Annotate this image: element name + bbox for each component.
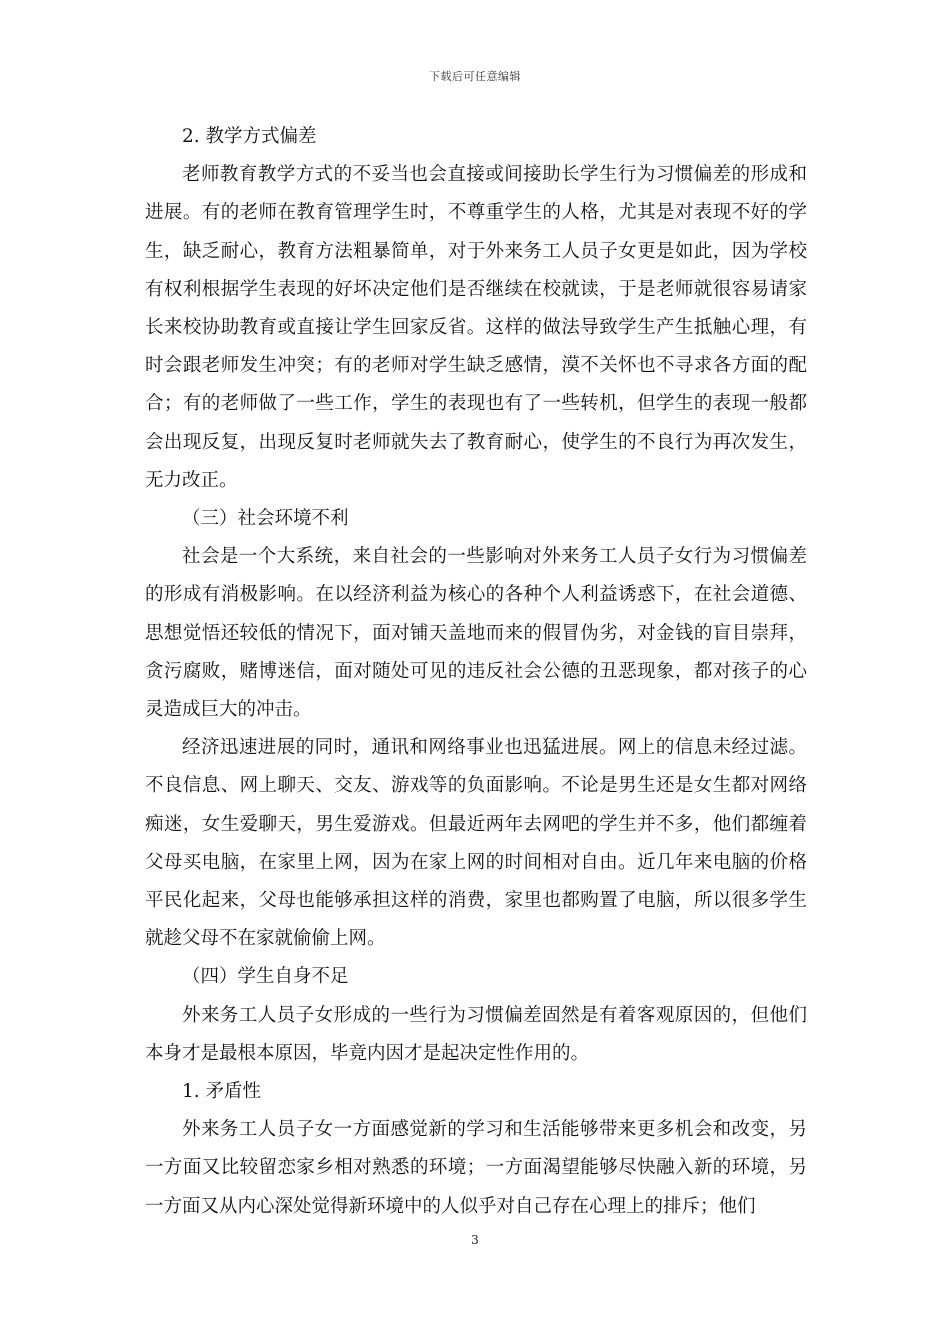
document-body xyxy=(145,118,807,1226)
page-number: 3 xyxy=(471,1233,479,1247)
page-header-note: 下载后可任意编辑 xyxy=(429,70,521,83)
paragraph-social-environment-2: 经济迅速进展的同时，通讯和网络事业也迅猛进展。网上的信息未经过滤。不良信息、网上聊天、交友、游戏等的负面影响。不论是男生还是女生都对网络痴迷，女生爱聊天，男生爱游戏。但最近两年去网吧的学生并不多，他们都缠着父母买电脑，在家里上网，因为在家上网的时间相对自由。近几年来电脑的价格平民化起来，父母也能够承担这样的消费，家里也都购置了电脑，所以很多学生就趁父母不在家就偷偷上网。 xyxy=(145,737,807,950)
paragraph-student-self: 外来务工人员子女形成的一些行为习惯偏差固然是有着客观原因的，但他们本身才是最根本原因，毕竟内因才是起决定性作用的。 xyxy=(145,1004,807,1064)
section-heading-teaching-method: 2. 教学方式偏差 xyxy=(182,126,317,147)
section-heading-contradiction: 1. 矛盾性 xyxy=(182,1081,262,1103)
section-heading-social-environment: （三）社会环境不利 xyxy=(182,508,349,530)
paragraph-teaching-method: 老师教育教学方式的不妥当也会直接或间接助长学生行为习惯偏差的形成和进展。有的老师在教育管理学生时，不尊重学生的人格，尤其是对表现不好的学生，缺乏耐心，教育方法粗暴简单，对于外来务工人员子女更是如此，因为学校有权利根据学生表现的好坏决定他们是否继续在校就读，于是老师就很容易请家长来校协助教育或直接让学生回家反省。这样的做法导致学生产生抵触心理，有时会跟老师发生冲突；有的老师对学生缺乏感情，漠不关怀也不寻求各方面的配合；有的老师做了一些工作，学生的表现也有了一些转机，但学生的表现一般都会出现反复，出现反复时老师就失去了教育耐心，使学生的不良行为再次发生，无力改正。 xyxy=(145,164,807,491)
paragraph-social-environment-1: 社会是一个大系统，来自社会的一些影响对外来务工人员子女行为习惯偏差的形成有消极影响。在以经济利益为核心的各种个人利益诱惑下，在社会道德、思想觉悟还较低的情况下，面对铺天盖地而来的假冒伪劣，对金钱的盲目崇拜，贪污腐败，赌博迷信，面对随处可见的违反社会公德的丑恶现象，都对孩子的心灵造成巨大的冲击。 xyxy=(145,546,807,721)
paragraph-contradiction: 外来务工人员子女一方面感觉新的学习和生活能够带来更多机会和改变，另一方面又比较留恋家乡相对熟悉的环境；一方面渴望能够尽快融入新的环境，另一方面又从内心深处觉得新环境中的人似乎对自己存在心理上的排斥；他们 xyxy=(145,1119,807,1217)
section-heading-student-self: （四）学生自身不足 xyxy=(182,966,349,988)
